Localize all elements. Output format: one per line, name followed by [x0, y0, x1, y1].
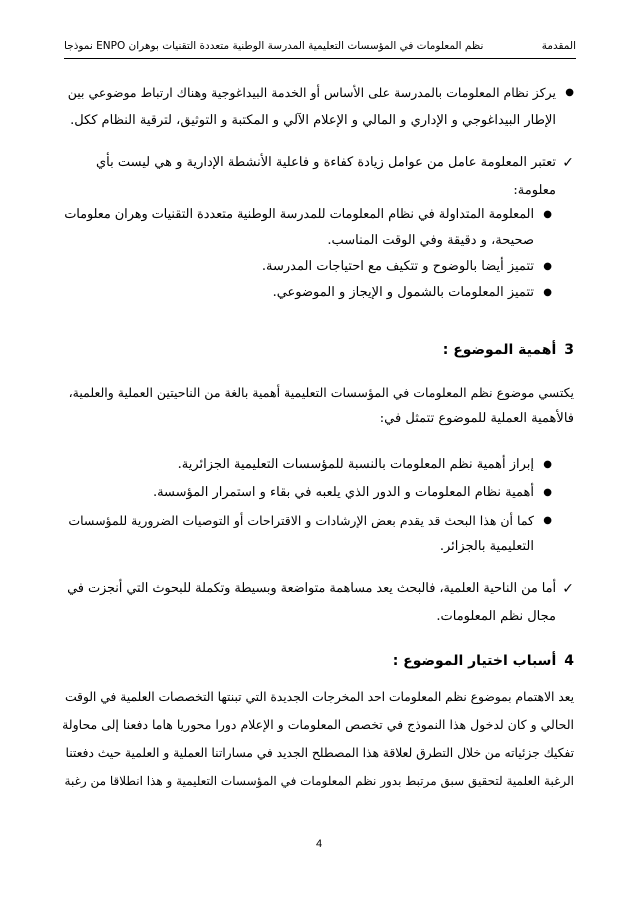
- bullet-icon: ●: [543, 487, 552, 498]
- check1-line-2: معلومة:: [513, 183, 556, 198]
- importance-bullet-1-line-1: إبراز أهمية نظم المعلومات بالنسبة للمؤسسات التعليمية الجزائرية.: [177, 457, 534, 472]
- section-3-heading: [443, 340, 574, 360]
- check1-line-1: تعتبر المعلومة عامل من عوامل زيادة كفاءة و فاعلية الأنشطة الإدارية و هي ليست بأي: [95, 155, 556, 170]
- page-number: 4: [315, 838, 323, 850]
- section-3-number: 3: [564, 342, 574, 358]
- bullet-icon: ●: [565, 87, 574, 98]
- header-chapter-title: المقدمة: [541, 40, 576, 52]
- section-4-paragraph-line-1: يعد الاهتمام بموضوع نظم المعلومات احد المخرجات الجديدة التي تبنتها التخصصات العلمية في الوقت: [64, 690, 574, 704]
- section-4-number: 4: [564, 653, 574, 669]
- check2-line-1: أما من الناحية العلمية، فالبحث يعد مساهمة متواضعة وبسيطة وتكملة للبحوث التي أنجزت في: [67, 581, 556, 596]
- bullet-icon: ●: [543, 515, 552, 526]
- info-bullet-1-line-1: المعلومة المتداولة في نظام المعلومات للمدرسة الوطنية متعددة التقنيات وهران معلومات: [64, 207, 534, 222]
- section-4-paragraph-line-4: الرغبة العلمية لتحقيق سبق مرتبط بدور نظم المعلومات في المؤسسات التعليمية و هذا انطلاقا من رغبة: [64, 774, 574, 788]
- section-4-paragraph-line-3: تفكيك جزئياته من خلال التطرق لعلاقة هذا المصطلح الجديد في مساراتنا العملية و العلمية حيث دفعتنا: [65, 746, 574, 760]
- importance-bullet-2-line-1: أهمية نظام المعلومات و الدور الذي يلعبه في بقاء و استمرار المؤسسة.: [152, 485, 534, 500]
- check-icon: ✓: [562, 581, 574, 597]
- importance-bullet-3-line-2: التعليمية بالجزائر.: [439, 539, 534, 554]
- section-3-paragraph-line-2: فالأهمية العملية للموضوع تتمثل في:: [379, 411, 574, 426]
- check-icon: ✓: [562, 155, 574, 171]
- intro-bullet-line-2: الإطار البيداغوجي و الإداري و المالي و الإعلام الآلي و المكتبة و التوثيق، لترقية النظام ككل.: [70, 113, 556, 128]
- bullet-icon: ●: [543, 459, 552, 470]
- bullet-icon: ●: [543, 287, 552, 298]
- bullet-icon: ●: [543, 261, 552, 272]
- info-bullet-2-line-1: تتميز أيضا بالوضوح و تتكيف مع احتياجات المدرسة.: [261, 259, 534, 274]
- section-3-title: أهمية الموضوع :: [442, 342, 557, 358]
- header-document-title: نظم المعلومات في المؤسسات التعليمية المدرسة الوطنية متعددة التقنيات بوهران ENPO نموذجا: [64, 40, 484, 52]
- section-4-paragraph-line-2: الحالي و كان لدخول هذا النموذج في تخصص المعلومات و الإعلام دورا محوريا هاما دفعنا إلى محاولة: [62, 717, 574, 732]
- bullet-icon: ●: [543, 209, 552, 220]
- info-bullet-1-line-2: صحيحة، و دقيقة وفي الوقت المناسب.: [327, 233, 534, 248]
- check2-line-2: مجال نظم المعلومات.: [436, 609, 556, 624]
- importance-bullet-3-line-1: كما أن هذا البحث قد يقدم بعض الإرشادات و الاقتراحات أو التوصيات الضرورية للمؤسسات: [68, 513, 534, 528]
- section-4-title: أسباب اختيار الموضوع :: [392, 653, 557, 669]
- section-3-paragraph-line-1: يكتسي موضوع نظم المعلومات في المؤسسات التعليمية أهمية بالغة من الناحيتين العملية والعلمية،: [68, 385, 574, 400]
- running-header: [64, 40, 576, 59]
- section-4-heading: [393, 651, 574, 671]
- intro-bullet-line-1: يركز نظام المعلومات بالمدرسة على الأساس أو الخدمة البيداغوجية وهناك ارتباط موضوعي بين: [67, 85, 556, 100]
- info-bullet-3-line-1: تتميز المعلومات بالشمول و الإيجاز و الموضوعي.: [272, 285, 534, 300]
